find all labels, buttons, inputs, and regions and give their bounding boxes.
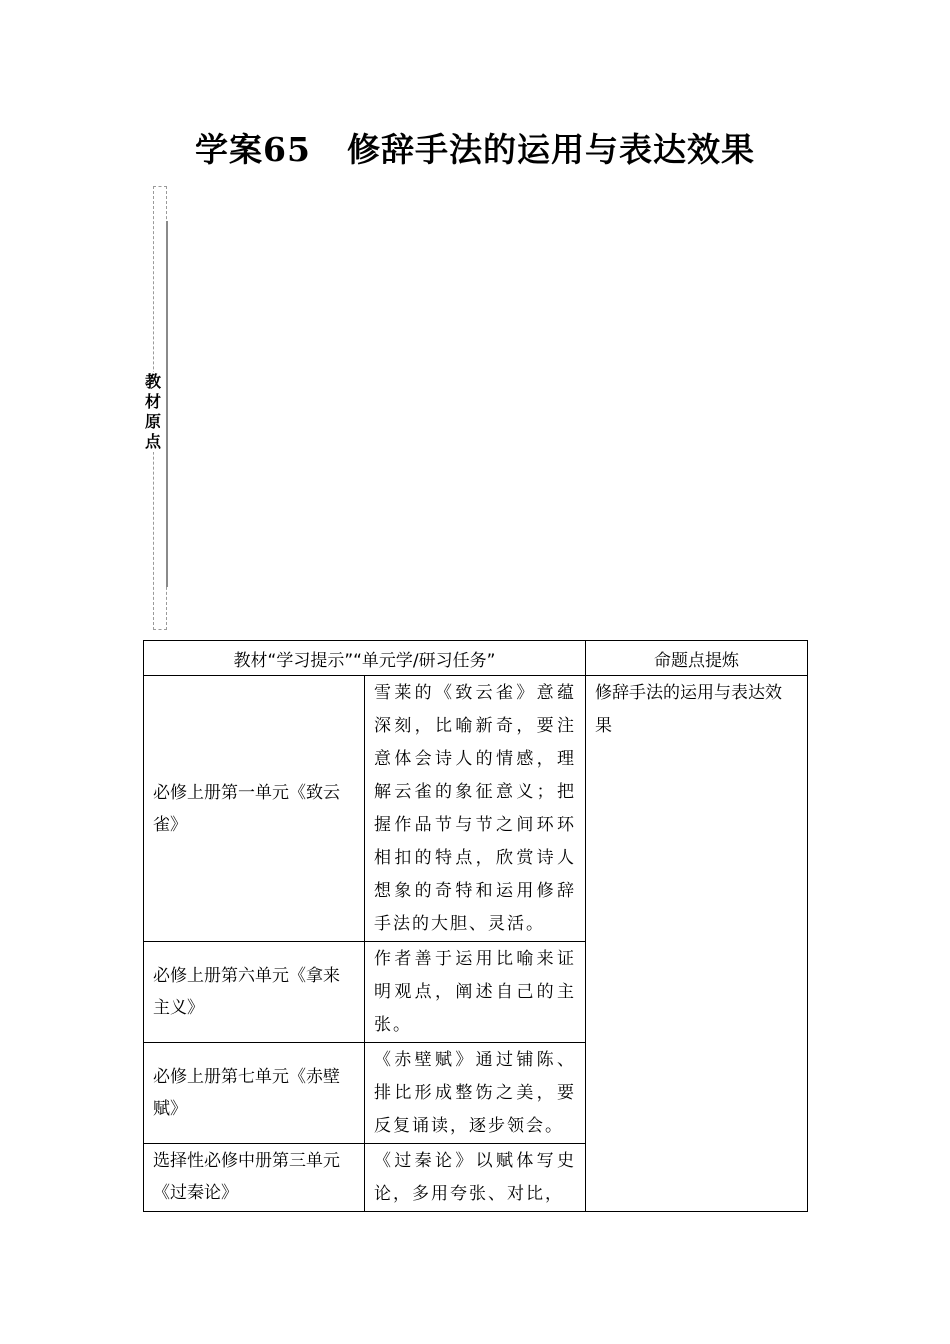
row-source: 选择性必修中册第三单元《过秦论》 (144, 1144, 365, 1212)
side-label-char: 原 (144, 412, 161, 431)
page-title (0, 124, 950, 171)
point-cell: 修辞手法的运用与表达效果 (586, 676, 808, 1212)
table-header-row (144, 641, 808, 676)
side-label-char: 教 (144, 372, 161, 391)
table-row (144, 676, 808, 942)
row-source: 必修上册第七单元《赤壁赋》 (144, 1043, 365, 1144)
side-label-char: 材 (144, 392, 161, 411)
title-main: 修辞手法的运用与表达效果 (346, 130, 755, 169)
title-prefix: 学案65 (195, 130, 311, 169)
side-label (143, 372, 163, 452)
row-tip: 雪莱的《致云雀》意蕴深刻，比喻新奇，要注意体会诗人的情感，理解云雀的象征意义；把握作品节与节之间环环相扣的特点，欣赏诗人想象的奇特和运用修辞手法的大胆、灵活。 (365, 676, 586, 942)
row-source: 必修上册第一单元《致云雀》 (144, 676, 365, 942)
row-tip: 《赤壁赋》通过铺陈、排比形成整饬之美，要反复诵读，逐步领会。 (365, 1043, 586, 1144)
textbook-table (143, 640, 808, 1212)
side-label-char: 点 (144, 432, 161, 451)
header-textbook: 教材“学习提示”“单元学/研习任务” (144, 641, 586, 676)
row-tip: 作者善于运用比喻来证明观点，阐述自己的主张。 (365, 942, 586, 1043)
header-point: 命题点提炼 (586, 641, 808, 676)
row-source: 必修上册第六单元《拿来主义》 (144, 942, 365, 1043)
side-divider (166, 221, 168, 587)
row-tip: 《过秦论》以赋体写史论，多用夸张、对比， (365, 1144, 586, 1212)
